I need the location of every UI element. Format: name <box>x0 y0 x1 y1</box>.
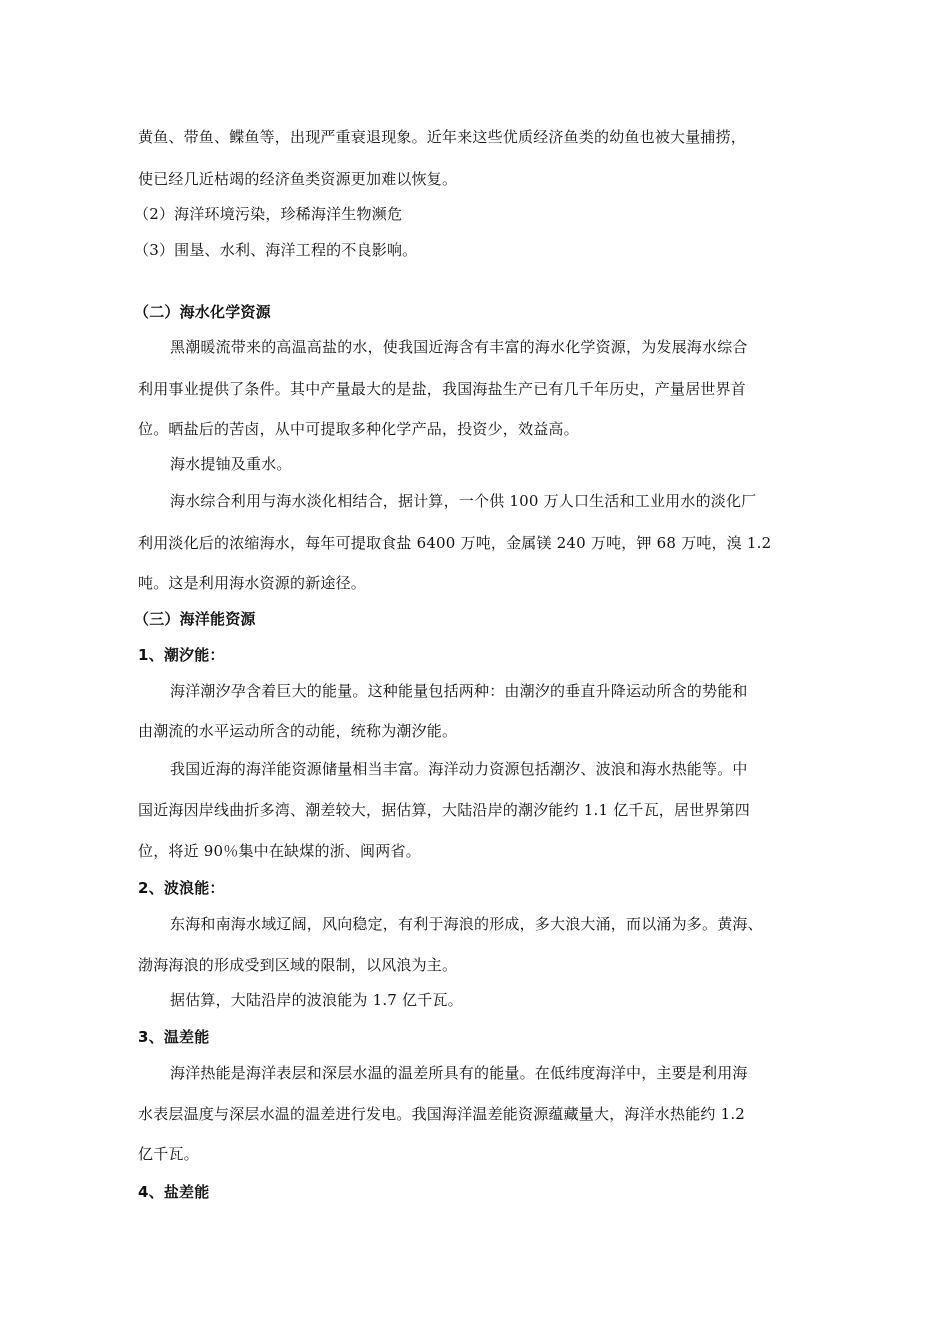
paragraph-line: 利用淡化后的浓缩海水，每年可提取食盐 6400 万吨，金属镁 240 万吨，钾 68 万吨，溴 1.2 <box>138 534 772 552</box>
paragraph-line: 亿千瓦。 <box>138 1145 199 1163</box>
paragraph-line: 海水综合利用与海水淡化相结合，据计算，一个供 100 万人口生活和工业用水的淡化厂 <box>170 492 757 510</box>
paragraph-line: 位。晒盐后的苦卤，从中可提取多种化学产品，投资少，效益高。 <box>138 420 579 438</box>
intro-line-1: 黄鱼、带鱼、鲽鱼等，出现严重衰退现象。近年来这些优质经济鱼类的幼鱼也被大量捕捞， <box>138 128 747 146</box>
subheading-wave: 2、波浪能： <box>138 879 225 897</box>
paragraph-line: 国近海因岸线曲折多湾、潮差较大，据估算，大陆沿岸的潮汐能约 1.1 亿千瓦，居世界第四 <box>138 801 750 819</box>
paragraph-line: 由潮流的水平运动所含的动能，统称为潮汐能。 <box>138 722 458 740</box>
paragraph-line: 水表层温度与深层水温的温差进行发电。我国海洋温差能资源蕴藏量大，海洋水热能约 1.2 <box>138 1105 746 1123</box>
paragraph-line: 据估算，大陆沿岸的波浪能为 1.7 亿千瓦。 <box>170 991 463 1009</box>
paragraph-line: 海洋潮汐孕含着巨大的能量。这种能量包括两种：由潮汐的垂直升降运动所含的势能和 <box>170 682 748 700</box>
list-item-2: （2）海洋环境污染，珍稀海洋生物濒危 <box>134 205 403 223</box>
section-heading-ocean-energy: （三）海洋能资源 <box>134 610 256 628</box>
section-heading-chemical: （二）海水化学资源 <box>134 303 271 321</box>
subheading-salinity: 4、盐差能 <box>138 1183 210 1201</box>
paragraph-line: 海水提铀及重水。 <box>170 455 292 473</box>
paragraph-line: 我国近海的海洋能资源储量相当丰富。海洋动力资源包括潮汐、波浪和海水热能等。中 <box>170 760 748 778</box>
paragraph-line: 海洋热能是海洋表层和深层水温的温差所具有的能量。在低纬度海洋中，主要是利用海 <box>170 1064 748 1082</box>
paragraph-line: 吨。这是利用海水资源的新途径。 <box>138 574 367 592</box>
paragraph-line: 渤海海浪的形成受到区域的限制，以风浪为主。 <box>138 956 458 974</box>
intro-line-2: 使已经几近枯竭的经济鱼类资源更加难以恢复。 <box>138 170 458 188</box>
list-item-3: （3）围垦、水利、海洋工程的不良影响。 <box>134 241 418 259</box>
paragraph-line: 利用事业提供了条件。其中产量最大的是盐，我国海盐生产已有几千年历史，产量居世界首 <box>138 380 747 398</box>
paragraph-line: 东海和南海水域辽阔，风向稳定，有利于海浪的形成，多大浪大涌，而以涌为多。黄海、 <box>170 915 763 933</box>
subheading-thermal: 3、温差能 <box>138 1028 210 1046</box>
paragraph-line: 黑潮暖流带来的高温高盐的水，使我国近海含有丰富的海水化学资源，为发展海水综合 <box>170 338 748 356</box>
paragraph-line: 位，将近 90％集中在缺煤的浙、闽两省。 <box>138 842 421 860</box>
subheading-tidal: 1、潮汐能： <box>138 646 225 664</box>
